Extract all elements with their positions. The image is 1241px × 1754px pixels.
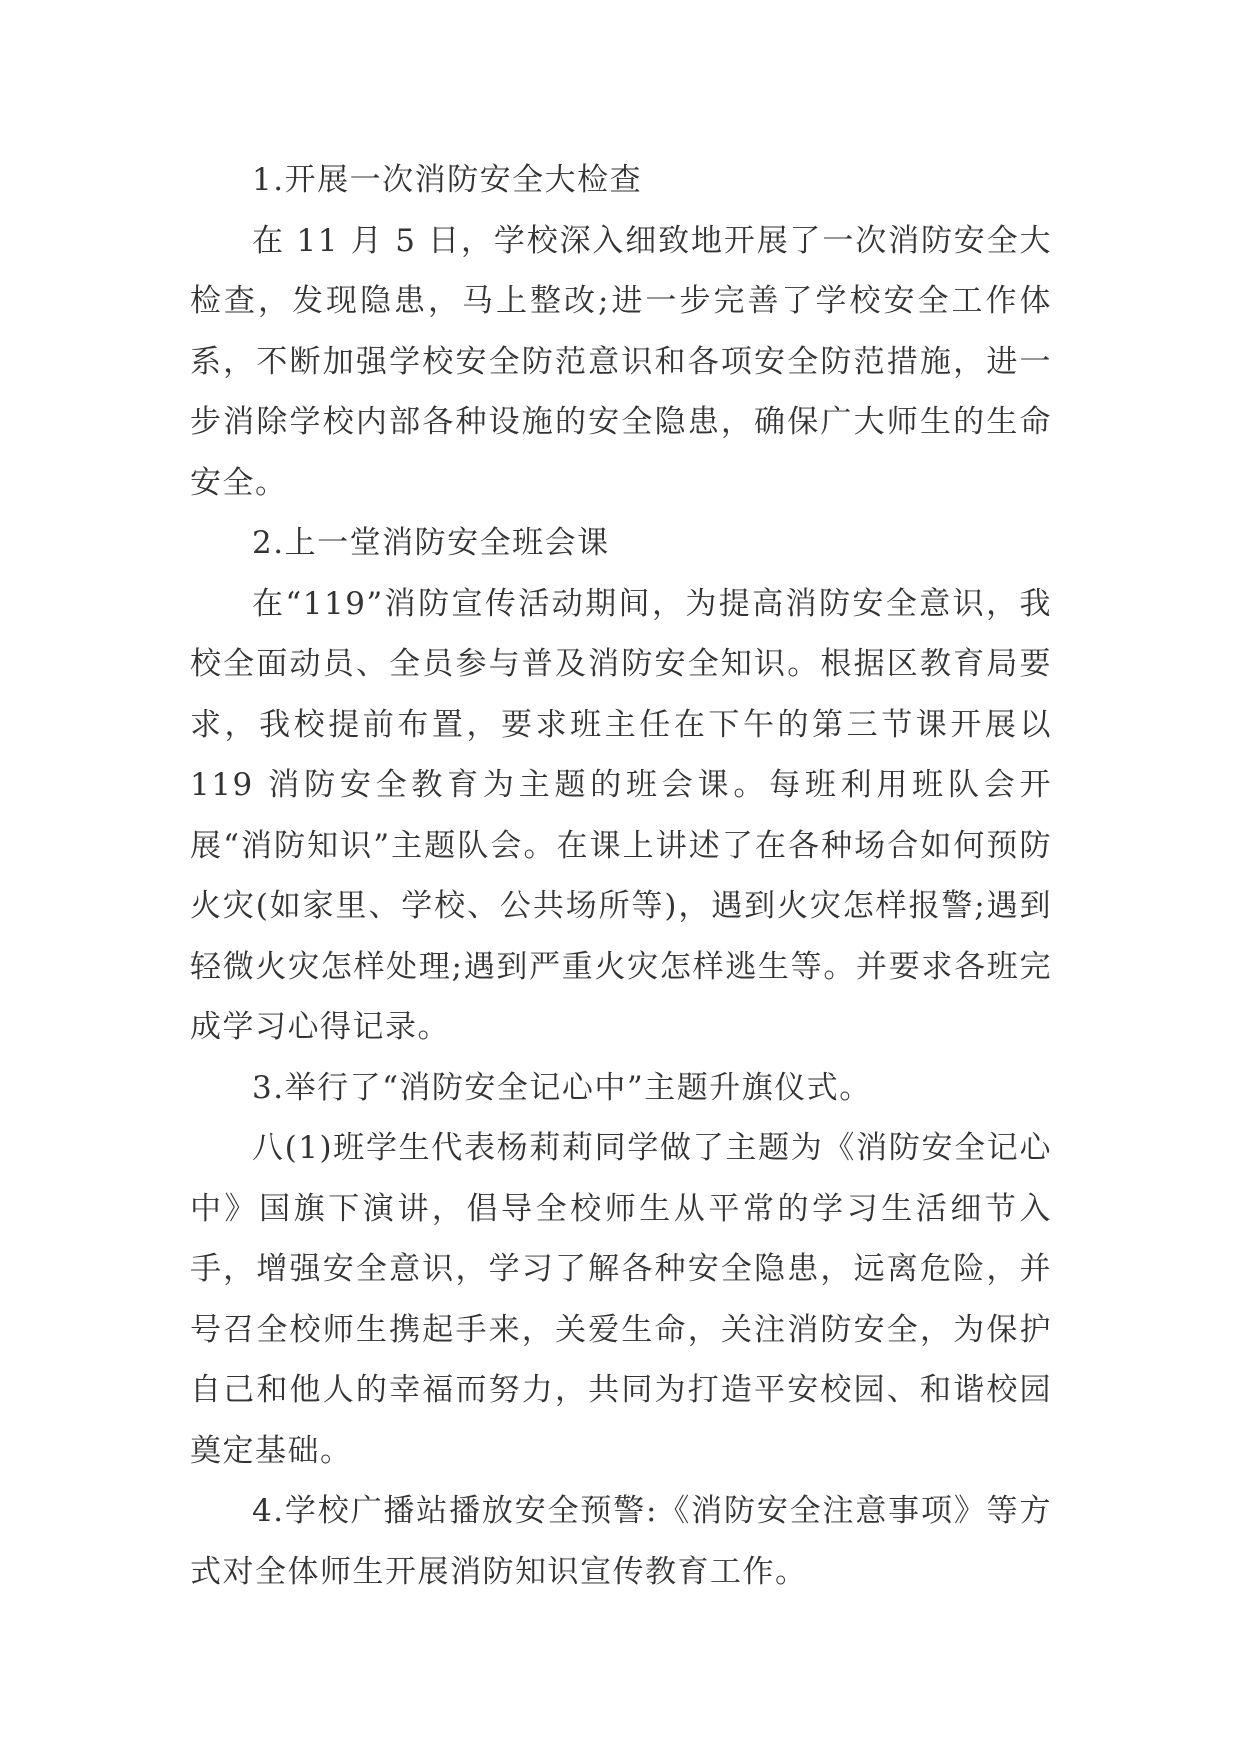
- section-3-body: 八(1)班学生代表杨莉莉同学做了主题为《消防安全记心中》国旗下演讲，倡导全校师生从平常的学习生活细节入手，增强安全意识，学习了解各种安全隐患，远离危险，并号召全校师生携起手来，关爱生命，关注消防安全，为保护自己和他人的幸福而努力，共同为打造平安校园、和谐校园奠定基础。: [190, 1130, 1052, 1469]
- section-1-heading: 1.开展一次消防安全大检查: [252, 162, 643, 198]
- section-2-body: 在“119”消防宣传活动期间，为提高消防安全意识，我校全面动员、全员参与普及消防安全知识。根据区教育局要求，我校提前布置，要求班主任在下午的第三节课开展以 119 消防安全教育为主题的班会课。每班利用班队会开展“消防知识”主题队会。在课上讲述了在各种场合如何预防火灾(如家里、学校、公共场所等)，遇到火灾怎样报警;遇到轻微火灾怎样处理;遇到严重火灾怎样逃生等。并要求各班完成学习心得记录。: [190, 585, 1052, 1045]
- section-2-heading: 2.上一堂消防安全班会课: [252, 525, 610, 561]
- section-4-body: 4.学校广播站播放安全预警:《消防安全注意事项》等方式对全体师生开展消防知识宣传教育工作。: [190, 1493, 1052, 1590]
- document-page: [190, 150, 1052, 1602]
- section-1-body: 在 11 月 5 日，学校深入细致地开展了一次消防安全大检查，发现隐患，马上整改;进一步完善了学校安全工作体系，不断加强学校安全防范意识和各项安全防范措施，进一步消除学校内部各种设施的安全隐患，确保广大师生的生命安全。: [190, 222, 1052, 501]
- section-3-heading: 3.举行了“消防安全记心中”主题升旗仪式。: [252, 1069, 872, 1106]
